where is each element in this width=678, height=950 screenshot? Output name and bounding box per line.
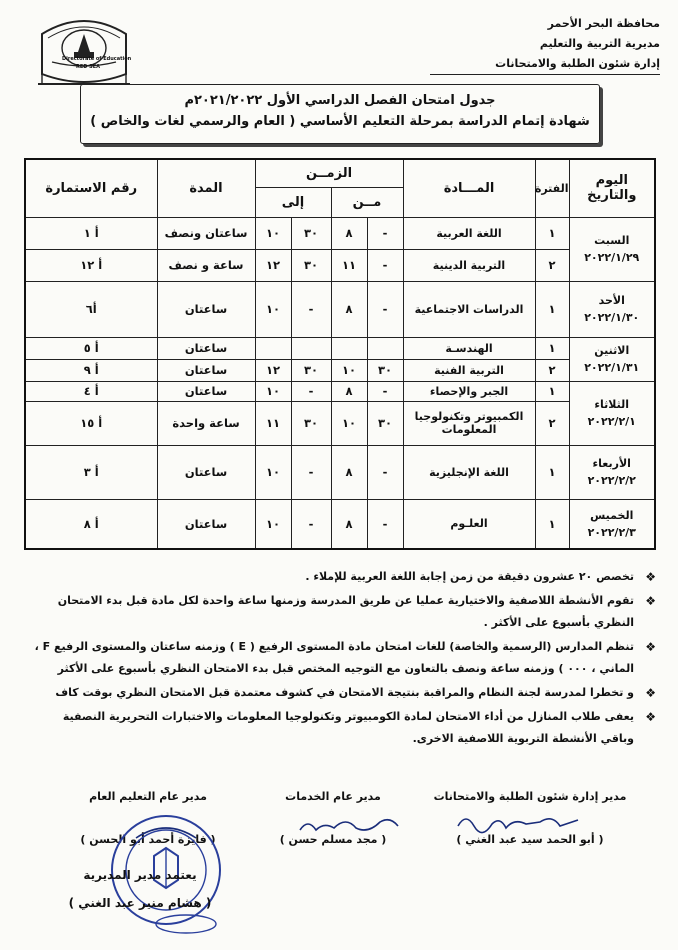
- table-row: [25, 217, 655, 249]
- period-cell: ١: [535, 337, 569, 359]
- note-item: ❖ و تخطرا لمدرسة لجنة النظام والمراقبة بنتيجة الامتحان في كشوف معتمدة قبل الامتحان النظري بوقت كاف: [26, 682, 656, 704]
- exam-schedule-table: [24, 158, 656, 550]
- notes-list: [26, 566, 656, 752]
- bullet-icon: ❖: [645, 640, 656, 654]
- from-hour-cell: ٨: [331, 217, 367, 249]
- to-hour-cell: [255, 337, 291, 359]
- form-number-cell: أ ٣: [25, 445, 157, 499]
- duration-cell: ساعتان: [157, 381, 255, 401]
- to-hour-cell: ١٠: [255, 445, 291, 499]
- note-item: ❖ تنظم المدارس (الرسمية والخاصة) للغات امتحان مادة المستوى الرفيع ( E ) وزمنه ساعتان والمستوى الرفيع F ، الماني ، ٠٠٠ ) وزمنه ساعة ونصف بالتعاون مع التوجيه المختص قبل بدء الامتحان النظري بأسبوع على الأكثر: [26, 636, 656, 680]
- form-number-cell: أ ١٢: [25, 249, 157, 281]
- to-minutes-cell: -: [291, 499, 331, 549]
- director-name: ( هشام منير عبد الغني ): [68, 896, 212, 910]
- subject-cell: اللغة الإنجليزية: [403, 445, 535, 499]
- bullet-icon: ❖: [645, 570, 656, 584]
- subject-cell: الهندسـة: [403, 337, 535, 359]
- duration-cell: ساعتان ونصف: [157, 217, 255, 249]
- from-minutes-cell: -: [367, 249, 403, 281]
- day-date: ٢٠٢٢/١/٢٩: [584, 251, 640, 264]
- from-minutes-cell: -: [367, 499, 403, 549]
- table-row: [25, 445, 655, 499]
- to-minutes-cell: ٣٠: [291, 217, 331, 249]
- subject-cell: الجبر والإحصاء: [403, 381, 535, 401]
- duration-cell: ساعة واحدة: [157, 401, 255, 445]
- director-approval: [30, 868, 250, 910]
- governorate-name: محافظة البحر الأحمر: [547, 17, 660, 30]
- signature-name: ( فايزة أحمد أبو الحسن ): [80, 833, 216, 846]
- to-hour-cell: ١١: [255, 401, 291, 445]
- form-number-cell: أ٦: [25, 281, 157, 337]
- from-minutes-cell: ٣٠: [367, 401, 403, 445]
- bullet-icon: ❖: [645, 594, 656, 608]
- directorate-logo-icon: [34, 12, 134, 90]
- to-hour-cell: ١٢: [255, 359, 291, 381]
- note-item: ❖ يعفى طلاب المنازل من أداء الامتحان لمادة الكومبيوتر وتكنولوجيا المعلومات والاختبارات التحريرية النصفية وباقي الأنشطة التربوية اللاصفية الاخرى.: [26, 706, 656, 750]
- to-minutes-cell: ٣٠: [291, 249, 331, 281]
- day-name: الاثنين: [594, 344, 630, 357]
- director-title: يعتمد مدير المديرية: [83, 868, 197, 882]
- handwritten-signature-icon: [448, 810, 588, 836]
- exam-title-box: [80, 84, 600, 144]
- from-hour-cell: ٨: [331, 381, 367, 401]
- day-date-cell: [569, 445, 655, 499]
- signature-name: ( مجد مسلم حسن ): [279, 833, 387, 846]
- day-date: ٢٠٢٢/٢/١: [587, 415, 636, 428]
- subject-cell: الكمبيوتر وتكنولوجيا المعلومات: [403, 401, 535, 445]
- from-minutes-cell: -: [367, 281, 403, 337]
- day-name: الأربعاء: [592, 457, 631, 470]
- from-minutes-cell: -: [367, 445, 403, 499]
- from-hour-cell: ٨: [331, 499, 367, 549]
- duration-cell: ساعة و نصف: [157, 249, 255, 281]
- exam-title: جدول امتحان الفصل الدراسي الأول ٢٠٢١/٢٠٢٢م: [184, 93, 496, 108]
- letterhead: [430, 14, 660, 75]
- header-time: الزمــن: [255, 159, 403, 187]
- handwritten-signature-icon: [294, 812, 404, 838]
- table-row: [25, 381, 655, 401]
- period-cell: ١: [535, 499, 569, 549]
- to-hour-cell: ١٠: [255, 281, 291, 337]
- day-date: ٢٠٢٢/١/٣٠: [584, 311, 640, 324]
- period-cell: ١: [535, 217, 569, 249]
- table-row: [25, 401, 655, 445]
- from-hour-cell: ٨: [331, 445, 367, 499]
- header-duration: المدة: [157, 159, 255, 217]
- table-row: [25, 249, 655, 281]
- signature-title: مدير عام الخدمات: [285, 790, 381, 803]
- header-form-number: رقم الاستمارة: [25, 159, 157, 217]
- day-name: السبت: [594, 234, 630, 247]
- header-subject: المـــادة: [403, 159, 535, 217]
- signature-name: ( أبو الحمد سيد عبد الغني ): [456, 833, 604, 846]
- header-period: الفترة: [535, 159, 569, 217]
- to-minutes-cell: -: [291, 445, 331, 499]
- to-hour-cell: ١٠: [255, 499, 291, 549]
- logo-caption-sub: RED SEA: [76, 64, 101, 70]
- subject-cell: العلـوم: [403, 499, 535, 549]
- exam-subtitle: شهادة إتمام الدراسة بمرحلة التعليم الأساسي ( العام والرسمي لغات والخاص ): [90, 114, 590, 129]
- to-minutes-cell: ٣٠: [291, 359, 331, 381]
- form-number-cell: أ ٤: [25, 381, 157, 401]
- form-number-cell: أ ٨: [25, 499, 157, 549]
- day-date-cell: [569, 281, 655, 337]
- bullet-icon: ❖: [645, 686, 656, 700]
- header-to: إلى: [255, 187, 331, 217]
- period-cell: ١: [535, 381, 569, 401]
- subject-cell: التربية الدينية: [403, 249, 535, 281]
- subject-cell: الدراسات الاجتماعية: [403, 281, 535, 337]
- day-date: ٢٠٢٢/٢/٢: [587, 474, 636, 487]
- period-cell: ٢: [535, 359, 569, 381]
- day-name: الخميس: [590, 508, 634, 522]
- table-row: [25, 281, 655, 337]
- to-hour-cell: ١٢: [255, 249, 291, 281]
- header-from: مــن: [331, 187, 403, 217]
- table-row: [25, 499, 655, 549]
- day-date: ٢٠٢٢/٢/٣: [587, 525, 636, 539]
- duration-cell: ساعتان: [157, 281, 255, 337]
- day-date-cell: [569, 217, 655, 281]
- duration-cell: ساعتان: [157, 359, 255, 381]
- from-minutes-cell: ٣٠: [367, 359, 403, 381]
- from-hour-cell: ١١: [331, 249, 367, 281]
- table-row: [25, 337, 655, 359]
- form-number-cell: أ ٩: [25, 359, 157, 381]
- to-minutes-cell: ٣٠: [291, 401, 331, 445]
- table-row: [25, 359, 655, 381]
- day-date-cell: [569, 381, 655, 445]
- directorate-name: مديرية التربية والتعليم: [539, 37, 660, 50]
- header-day: اليوم والتاريخ: [569, 159, 655, 217]
- form-number-cell: أ ١: [25, 217, 157, 249]
- day-name: الثلاثاء: [594, 398, 630, 411]
- from-hour-cell: ١٠: [331, 359, 367, 381]
- day-date: ٢٠٢٢/١/٣١: [584, 361, 640, 374]
- to-hour-cell: ١٠: [255, 217, 291, 249]
- subject-cell: اللغة العربية: [403, 217, 535, 249]
- duration-cell: ساعتان: [157, 337, 255, 359]
- day-name: الأحد: [598, 294, 625, 307]
- signature-title: مدير عام التعليم العام: [89, 790, 207, 803]
- period-cell: ٢: [535, 401, 569, 445]
- from-hour-cell: ١٠: [331, 401, 367, 445]
- period-cell: ٢: [535, 249, 569, 281]
- duration-cell: ساعتان: [157, 499, 255, 549]
- day-date-cell: [569, 337, 655, 381]
- to-minutes-cell: [291, 337, 331, 359]
- form-number-cell: أ ١٥: [25, 401, 157, 445]
- from-hour-cell: [331, 337, 367, 359]
- logo-caption: Directorate of Education: [62, 56, 132, 62]
- note-item: ❖ تخصص ٢٠ عشرون دقيقة من زمن إجابة اللغة العربية للإملاء .: [26, 566, 656, 588]
- from-hour-cell: ٨: [331, 281, 367, 337]
- department-name: إدارة شئون الطلبة والامتحانات: [430, 54, 660, 75]
- period-cell: ١: [535, 445, 569, 499]
- to-hour-cell: ١٠: [255, 381, 291, 401]
- bullet-icon: ❖: [645, 710, 656, 724]
- from-minutes-cell: [367, 337, 403, 359]
- duration-cell: ساعتان: [157, 445, 255, 499]
- form-number-cell: أ ٥: [25, 337, 157, 359]
- subject-cell: التربية الفنية: [403, 359, 535, 381]
- to-minutes-cell: -: [291, 281, 331, 337]
- from-minutes-cell: -: [367, 381, 403, 401]
- signature-title: مدير إدارة شئون الطلبة والامتحانات: [433, 790, 627, 803]
- to-minutes-cell: -: [291, 381, 331, 401]
- period-cell: ١: [535, 281, 569, 337]
- day-date-cell: [569, 499, 655, 549]
- from-minutes-cell: -: [367, 217, 403, 249]
- schedule-body: [25, 217, 655, 549]
- note-item: ❖ تقوم الأنشطة اللاصفية والاختيارية عمليا عن طريق المدرسة وزمنها ساعة واحدة لكل مادة قبل بدء الامتحان النظري بأسبوع على الأكثر .: [26, 590, 656, 634]
